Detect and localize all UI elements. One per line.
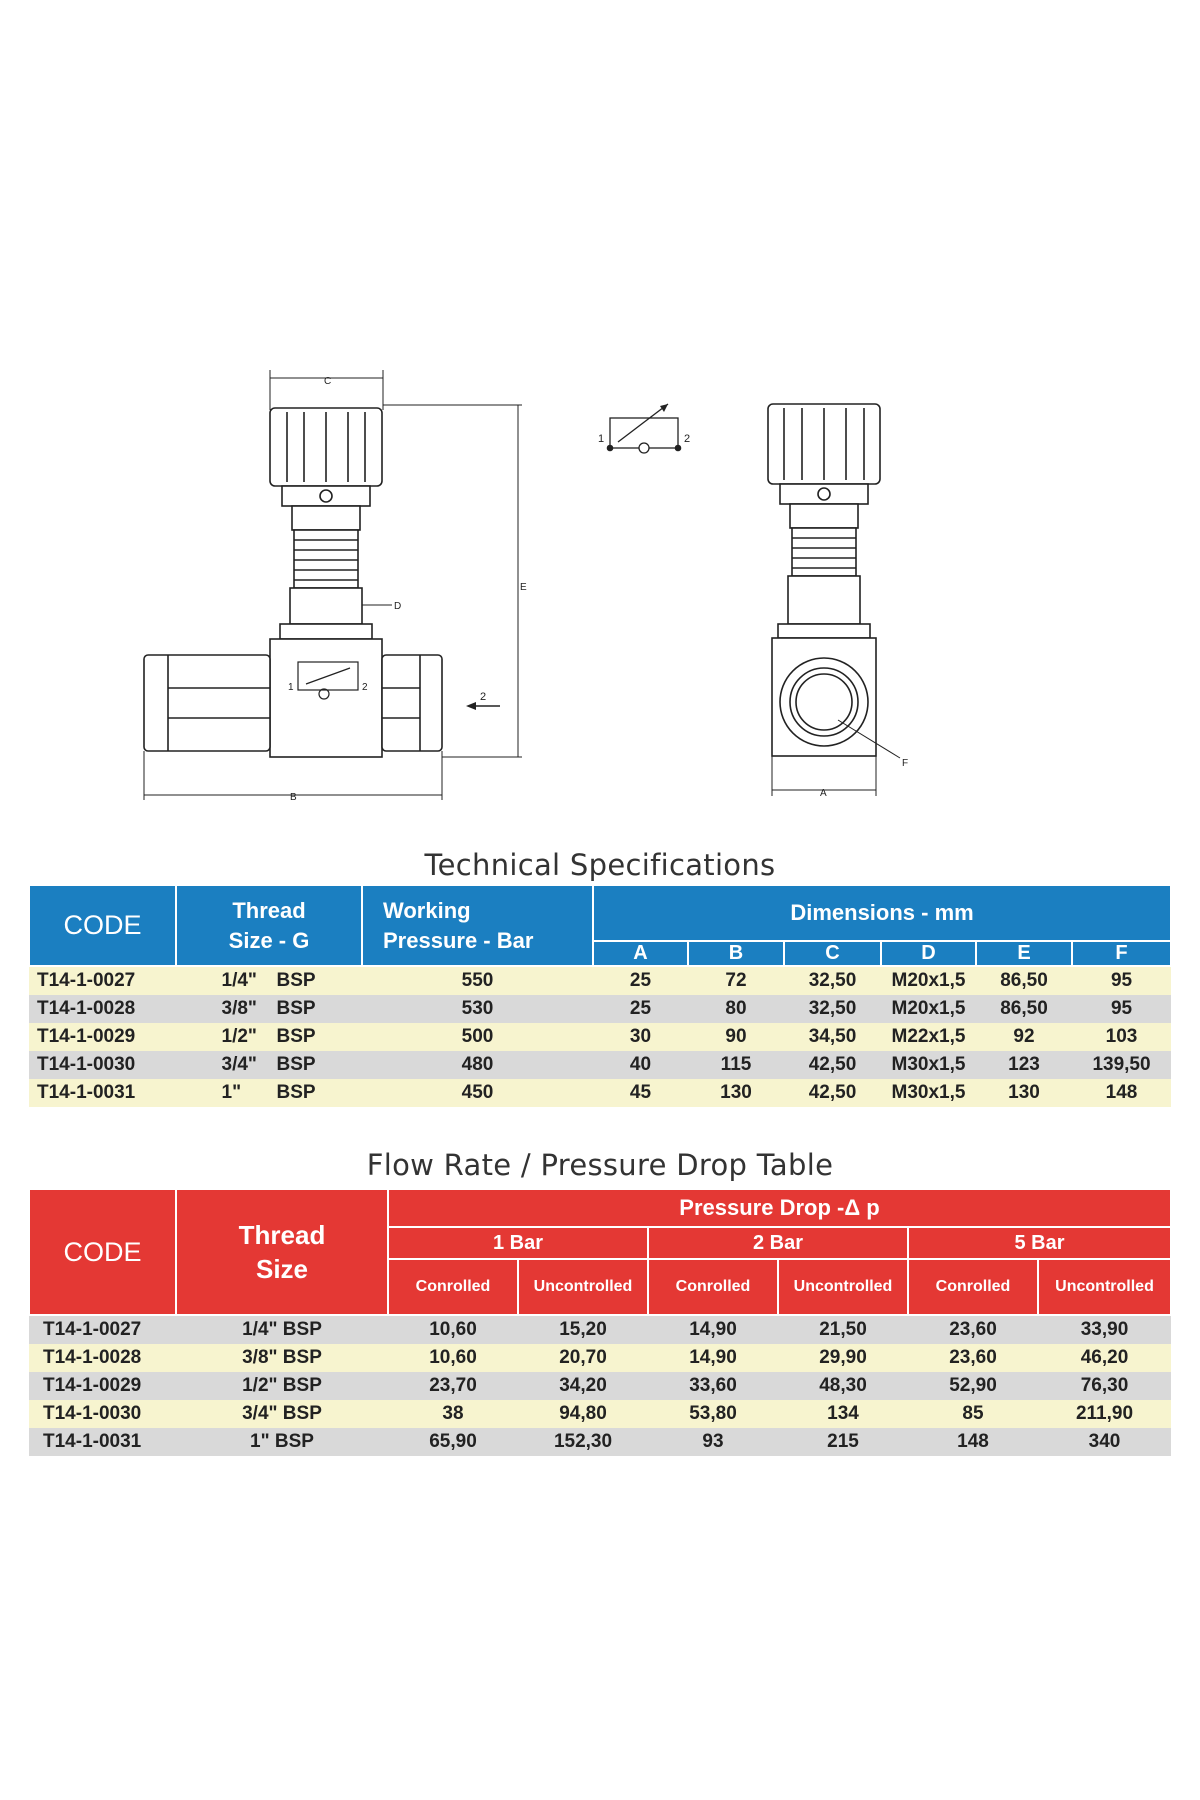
hydraulic-symbol-icon: [598, 404, 690, 453]
front-view: [768, 404, 908, 799]
row-flow-value: 148: [908, 1428, 1038, 1456]
flow-header-pressure-drop: Pressure Drop -Δ p: [388, 1189, 1171, 1227]
row-dim-d: M30x1,5: [881, 1051, 976, 1079]
row-code: T14-1-0029: [29, 1023, 176, 1051]
row-flow-value: 14,90: [648, 1344, 778, 1372]
row-dim-a: 25: [593, 995, 688, 1023]
row-flow-value: 211,90: [1038, 1400, 1171, 1428]
flow-sub-header: Uncontrolled: [518, 1259, 648, 1315]
row-dim-c: 34,50: [784, 1023, 881, 1051]
row-thread: [176, 1023, 362, 1051]
row-flow-value: 15,20: [518, 1315, 648, 1344]
row-dim-c: 42,50: [784, 1051, 881, 1079]
spec-dim-col-c: C: [784, 941, 881, 966]
row-flow-value: 10,60: [388, 1344, 518, 1372]
row-dim-f: 139,50: [1072, 1051, 1171, 1079]
row-dim-e: 92: [976, 1023, 1072, 1051]
row-code: T14-1-0027: [29, 966, 176, 995]
symbol-port-2: 2: [684, 433, 691, 445]
body-port-1: 1: [288, 682, 294, 693]
row-flow-value: 94,80: [518, 1400, 648, 1428]
row-flow-value: 65,90: [388, 1428, 518, 1456]
dim-label-d: D: [394, 601, 402, 612]
row-thread-std: BSP: [276, 1026, 316, 1047]
row-dim-d: M30x1,5: [881, 1079, 976, 1107]
row-code: T14-1-0030: [29, 1051, 176, 1079]
spec-header-pressure-line1: Working: [383, 897, 471, 923]
row-flow-value: 38: [388, 1400, 518, 1428]
row-flow-value: 10,60: [388, 1315, 518, 1344]
spec-header-dimensions: Dimensions - mm: [593, 885, 1171, 941]
flow-table: [28, 1188, 1172, 1456]
table-row: [29, 1372, 1171, 1400]
table-row: [29, 966, 1171, 995]
row-dim-a: 40: [593, 1051, 688, 1079]
flow-arrow-label: 2: [480, 691, 487, 703]
row-flow-value: 29,90: [778, 1344, 908, 1372]
row-thread-size: 1": [221, 1082, 242, 1103]
flow-group-header: 1 Bar: [388, 1227, 648, 1259]
spec-header-thread-line1: Thread: [232, 897, 306, 923]
row-dim-e: 123: [976, 1051, 1072, 1079]
row-flow-value: 152,30: [518, 1428, 648, 1456]
row-flow-value: 340: [1038, 1428, 1171, 1456]
row-flow-value: 93: [648, 1428, 778, 1456]
flow-title: Flow Rate / Pressure Drop Table: [366, 1148, 834, 1182]
row-dim-c: 42,50: [784, 1079, 881, 1107]
row-thread: [176, 995, 362, 1023]
row-dim-e: 86,50: [976, 966, 1072, 995]
flow-group-header: 2 Bar: [648, 1227, 908, 1259]
table-row: [29, 995, 1171, 1023]
row-thread-std: BSP: [276, 970, 316, 991]
row-dim-d: M20x1,5: [881, 995, 976, 1023]
row-thread-size: 1/2": [221, 1026, 257, 1047]
spec-dim-col-a: A: [593, 941, 688, 966]
dim-label-a: A: [820, 788, 827, 799]
dim-label-c: C: [324, 376, 332, 387]
flow-header-thread-line1: Thread: [238, 1220, 326, 1250]
row-pressure: 500: [362, 1023, 593, 1051]
row-dim-f: 148: [1072, 1079, 1171, 1107]
symbol-port-1: 1: [598, 433, 605, 445]
row-flow-value: 76,30: [1038, 1372, 1171, 1400]
spec-title: Technical Specifications: [424, 848, 776, 882]
dim-label-e: E: [520, 582, 527, 593]
spec-header-pressure: [362, 885, 593, 966]
valve-technical-drawing: [0, 0, 1200, 820]
row-thread-std: BSP: [276, 1054, 316, 1075]
row-thread: [176, 966, 362, 995]
row-code: T14-1-0031: [29, 1428, 176, 1456]
table-row: [29, 1428, 1171, 1456]
row-pressure: 450: [362, 1079, 593, 1107]
row-flow-value: 85: [908, 1400, 1038, 1428]
row-thread: 1" BSP: [176, 1428, 388, 1456]
row-code: T14-1-0028: [29, 995, 176, 1023]
row-thread: 1/4" BSP: [176, 1315, 388, 1344]
side-view: [144, 370, 527, 803]
flow-sub-header: Conrolled: [908, 1259, 1038, 1315]
row-dim-f: 95: [1072, 995, 1171, 1023]
row-code: T14-1-0030: [29, 1400, 176, 1428]
row-code: T14-1-0029: [29, 1372, 176, 1400]
row-flow-value: 46,20: [1038, 1344, 1171, 1372]
spec-header-code: CODE: [29, 885, 176, 966]
row-flow-value: 20,70: [518, 1344, 648, 1372]
row-code: T14-1-0031: [29, 1079, 176, 1107]
row-dim-a: 30: [593, 1023, 688, 1051]
row-flow-value: 215: [778, 1428, 908, 1456]
row-dim-f: 95: [1072, 966, 1171, 995]
row-dim-e: 130: [976, 1079, 1072, 1107]
row-dim-f: 103: [1072, 1023, 1171, 1051]
flow-sub-header: Conrolled: [648, 1259, 778, 1315]
row-thread-std: BSP: [276, 998, 316, 1019]
row-flow-value: 48,30: [778, 1372, 908, 1400]
row-dim-e: 86,50: [976, 995, 1072, 1023]
row-pressure: 530: [362, 995, 593, 1023]
flow-sub-header: Uncontrolled: [1038, 1259, 1171, 1315]
spec-dim-col-b: B: [688, 941, 784, 966]
table-row: [29, 1400, 1171, 1428]
row-flow-value: 23,60: [908, 1315, 1038, 1344]
row-dim-b: 72: [688, 966, 784, 995]
row-flow-value: 33,90: [1038, 1315, 1171, 1344]
row-flow-value: 134: [778, 1400, 908, 1428]
row-code: T14-1-0027: [29, 1315, 176, 1344]
row-thread: [176, 1051, 362, 1079]
table-row: [29, 1023, 1171, 1051]
spec-header-thread: [176, 885, 362, 966]
spec-header-pressure-line2: Pressure - Bar: [383, 927, 534, 953]
row-dim-d: M22x1,5: [881, 1023, 976, 1051]
row-flow-value: 34,20: [518, 1372, 648, 1400]
row-dim-b: 130: [688, 1079, 784, 1107]
row-dim-d: M20x1,5: [881, 966, 976, 995]
row-thread: 1/2" BSP: [176, 1372, 388, 1400]
flow-header-code: CODE: [29, 1189, 176, 1315]
dim-label-f: F: [902, 758, 909, 769]
row-thread: 3/4" BSP: [176, 1400, 388, 1428]
row-flow-value: 53,80: [648, 1400, 778, 1428]
dim-label-b: B: [290, 792, 297, 803]
row-dim-c: 32,50: [784, 995, 881, 1023]
spec-table: [28, 884, 1172, 1107]
row-thread-std: BSP: [276, 1082, 316, 1103]
row-dim-b: 80: [688, 995, 784, 1023]
spec-dim-col-e: E: [976, 941, 1072, 966]
row-pressure: 480: [362, 1051, 593, 1079]
flow-header-thread-line2: Size: [255, 1254, 309, 1284]
row-flow-value: 21,50: [778, 1315, 908, 1344]
row-flow-value: 23,60: [908, 1344, 1038, 1372]
row-code: T14-1-0028: [29, 1344, 176, 1372]
row-thread: [176, 1079, 362, 1107]
flow-sub-header: Conrolled: [388, 1259, 518, 1315]
table-row: [29, 1051, 1171, 1079]
row-dim-c: 32,50: [784, 966, 881, 995]
flow-group-header: 5 Bar: [908, 1227, 1171, 1259]
row-flow-value: 52,90: [908, 1372, 1038, 1400]
row-thread-size: 1/4": [221, 970, 257, 991]
table-row: [29, 1344, 1171, 1372]
row-thread-size: 3/8": [221, 998, 257, 1019]
flow-sub-header: Uncontrolled: [778, 1259, 908, 1315]
row-flow-value: 14,90: [648, 1315, 778, 1344]
table-row: [29, 1315, 1171, 1344]
row-dim-b: 90: [688, 1023, 784, 1051]
spec-dim-col-d: D: [881, 941, 976, 966]
row-dim-a: 45: [593, 1079, 688, 1107]
row-thread-size: 3/4": [221, 1054, 257, 1075]
flow-header-thread: [176, 1189, 388, 1315]
spec-header-thread-line2: Size - G: [228, 927, 310, 953]
spec-dim-col-f: F: [1072, 941, 1171, 966]
row-flow-value: 23,70: [388, 1372, 518, 1400]
row-thread: 3/8" BSP: [176, 1344, 388, 1372]
row-flow-value: 33,60: [648, 1372, 778, 1400]
body-port-2: 2: [362, 682, 368, 693]
table-row: [29, 1079, 1171, 1107]
row-dim-b: 115: [688, 1051, 784, 1079]
row-pressure: 550: [362, 966, 593, 995]
row-dim-a: 25: [593, 966, 688, 995]
